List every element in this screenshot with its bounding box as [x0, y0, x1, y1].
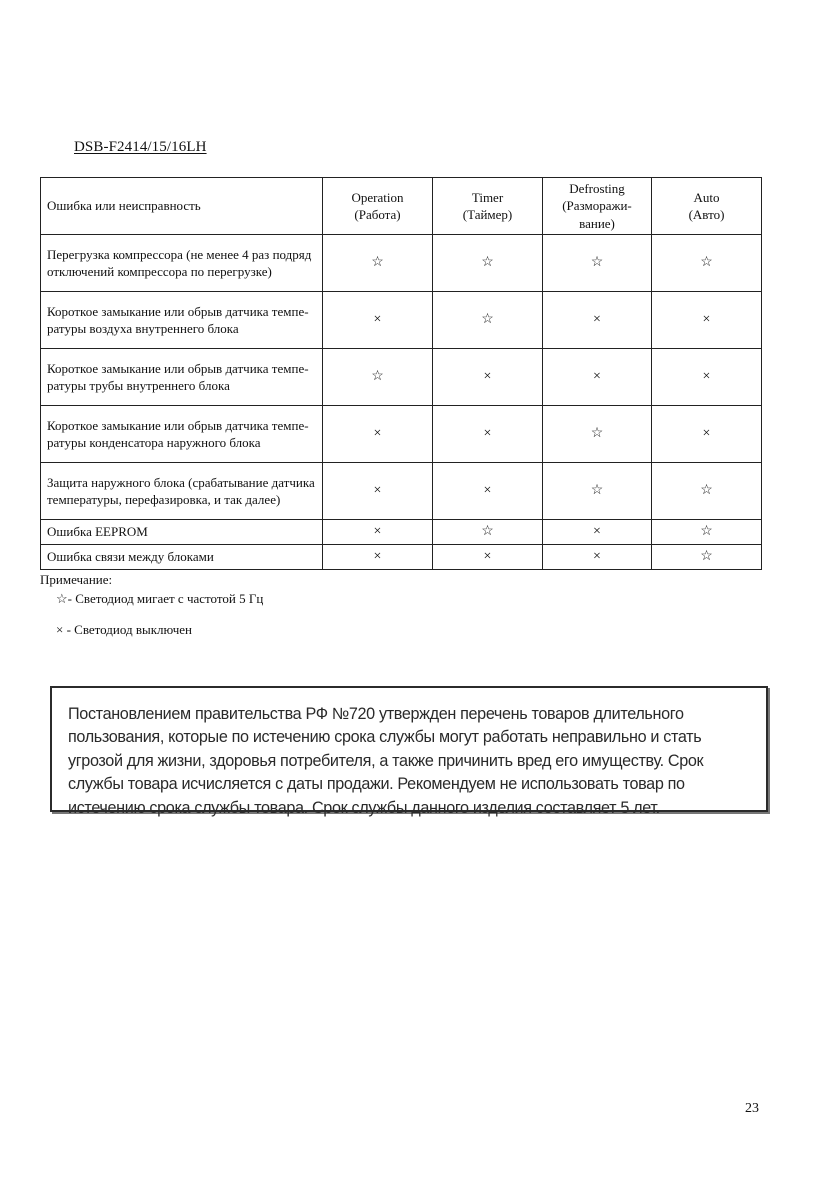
operation-indicator: ×	[323, 520, 433, 545]
fault-description-text: Короткое замыкание или обрыв датчика темпе- ратуры конденсатора наружного блока	[47, 417, 309, 450]
table-row	[41, 463, 762, 520]
star-legend: ☆- Светодиод мигает с частотой 5 Гц	[56, 591, 264, 606]
timer-indicator: ☆	[433, 520, 543, 545]
auto-indicator: ×	[652, 292, 762, 349]
operation-indicator: ×	[323, 463, 433, 520]
timer-indicator: ×	[433, 349, 543, 406]
defrosting-indicator: ×	[543, 545, 652, 570]
header-timer-label: Timer (Таймер)	[462, 189, 513, 222]
fault-description	[41, 235, 323, 292]
service-life-notice-text: Постановлением правительства РФ №720 утвержден перечень товаров длительного пользования, которые по истечению срока службы могут работать неправильно и стать угрозой для жизни, здоровья потребителя, а также причинить вред его имуществу. Срок службы товара исчисляется с даты продажи. Рекомендуем не использовать товар по истечению срока службы товара. Срок службы данного изделия составляет 5 лет.	[68, 705, 704, 817]
page-number: 23	[745, 1101, 759, 1116]
operation-indicator: ×	[323, 292, 433, 349]
timer-indicator: ×	[433, 406, 543, 463]
header-fault: Ошибка или неисправность	[41, 178, 323, 235]
defrosting-indicator: ×	[543, 520, 652, 545]
timer-indicator: ☆	[433, 292, 543, 349]
auto-indicator: ×	[652, 349, 762, 406]
header-operation-label: Operation (Работа)	[351, 189, 404, 222]
service-life-notice	[50, 686, 768, 817]
defrosting-indicator: ☆	[543, 235, 652, 292]
auto-indicator: ☆	[652, 463, 762, 520]
auto-indicator: ☆	[652, 235, 762, 292]
timer-indicator: ×	[433, 545, 543, 570]
model-title: DSB-F2414/15/16LH	[74, 139, 207, 155]
header-auto	[652, 178, 762, 235]
fault-table	[40, 177, 762, 570]
defrosting-indicator: ×	[543, 292, 652, 349]
cross-legend: × - Светодиод выключен	[56, 622, 193, 637]
defrosting-indicator: ☆	[543, 463, 652, 520]
table-row	[41, 292, 762, 349]
timer-indicator: ×	[433, 463, 543, 520]
timer-indicator: ☆	[433, 235, 543, 292]
fault-description	[41, 406, 323, 463]
defrosting-indicator: ×	[543, 349, 652, 406]
note-block	[40, 571, 263, 638]
auto-indicator: ☆	[652, 520, 762, 545]
table-row	[41, 545, 762, 570]
fault-description: Ошибка EEPROM	[41, 520, 323, 545]
table-row	[41, 520, 762, 545]
fault-description	[41, 292, 323, 349]
header-defrosting	[543, 178, 652, 235]
header-auto-label: Auto (Авто)	[688, 189, 725, 222]
table-header-row	[41, 178, 762, 235]
auto-indicator: ×	[652, 406, 762, 463]
header-timer	[433, 178, 543, 235]
header-operation	[323, 178, 433, 235]
fault-description: Ошибка связи между блоками	[41, 545, 323, 570]
table-row	[41, 235, 762, 292]
fault-description	[41, 349, 323, 406]
table-row	[41, 349, 762, 406]
table-row	[41, 406, 762, 463]
fault-description-text: Короткое замыкание или обрыв датчика темпе- ратуры воздуха внутреннего блока	[47, 303, 309, 336]
defrosting-indicator: ☆	[543, 406, 652, 463]
operation-indicator: ×	[323, 406, 433, 463]
note-title: Примечание:	[40, 572, 113, 587]
operation-indicator: ☆	[323, 349, 433, 406]
fault-description-text: Перегрузка компрессора (не менее 4 раз подряд отключений компрессора по перегрузке)	[47, 246, 312, 279]
header-defrosting-label: Defrosting (Разморажи- вание)	[562, 180, 632, 231]
fault-description	[41, 463, 323, 520]
operation-indicator: ×	[323, 545, 433, 570]
auto-indicator: ☆	[652, 545, 762, 570]
operation-indicator: ☆	[323, 235, 433, 292]
fault-description-text: Короткое замыкание или обрыв датчика темпе- ратуры трубы внутреннего блока	[47, 360, 309, 393]
fault-description-text: Защита наружного блока (срабатывание датчика температуры, перефазировка, и так далее)	[47, 474, 315, 507]
